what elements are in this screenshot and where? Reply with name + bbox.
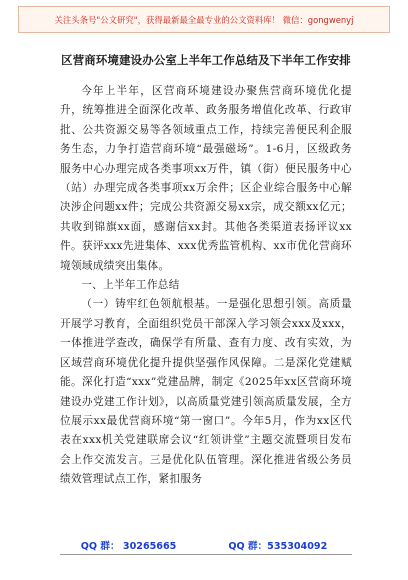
qq-group-right: QQ 群：535304092 [228, 541, 328, 552]
document-page [60, 52, 352, 490]
promo-banner-text: 关注头条号"公文研究"，获得最新最全最专业的公文资料库！ 微信：gongwenyj [54, 14, 354, 25]
intro-paragraph: 今年上半年，区营商环境建设办聚焦营商环境优化提升，统筹推进全面深化改革、政务服务增值化改革、行政审批、公共资源交易等各领域重点工作，持续完善便民利企服务生态，力争打造营商环境“最强磁场”。1-6月，区级政务服务中心办理完成各类事项xx万件，镇（街）便民服务中心（站）办理完成各类事项xx万余件；区企业综合服务中心解决涉企问题xx件；完成公共资源交易xx宗，成交额xx亿元；共收到锦旗xx面，感谢信xx封。其他各类渠道表扬评议xx件。获评xxx先进集体、xxx优秀监管机构、xx市优化营商环境领域成绩突出集体。 [60, 85, 352, 272]
section-heading: 一、上半年工作总结 [81, 279, 180, 292]
section-paragraph: （一）铸牢红色领航根基。一是强化思想引领。高质量开展学习教育，全面组织党员干部深入学习领会xxx及xxx，一体推进学查改，确保学有所量、查有力度、改有实效，为区域营商环境优化提升提供坚强作风保障。二是深化党建赋能。深化打造“xxx”党建品牌，制定《2025年xx区营商环境建设办党建工作计划》，以高质量党建引领高质量发展，全方位展示xx最优营商环境“第一窗口”。今年5月，作为xx区代表在xxx机关党建联席会议“红领讲堂”主题交流暨项目发布会上作交流发言。三是优化队伍管理。深化推进省级公务员绩效管理试点工作，紧扣服务 [60, 298, 352, 486]
qq-group-left: QQ 群： 30265665 [80, 541, 177, 552]
footer-divider [60, 554, 352, 555]
footer-contacts [0, 538, 408, 552]
promo-banner [18, 6, 390, 33]
document-title: 区营商环境建设办公室上半年工作总结及下半年工作安排 [61, 53, 351, 67]
